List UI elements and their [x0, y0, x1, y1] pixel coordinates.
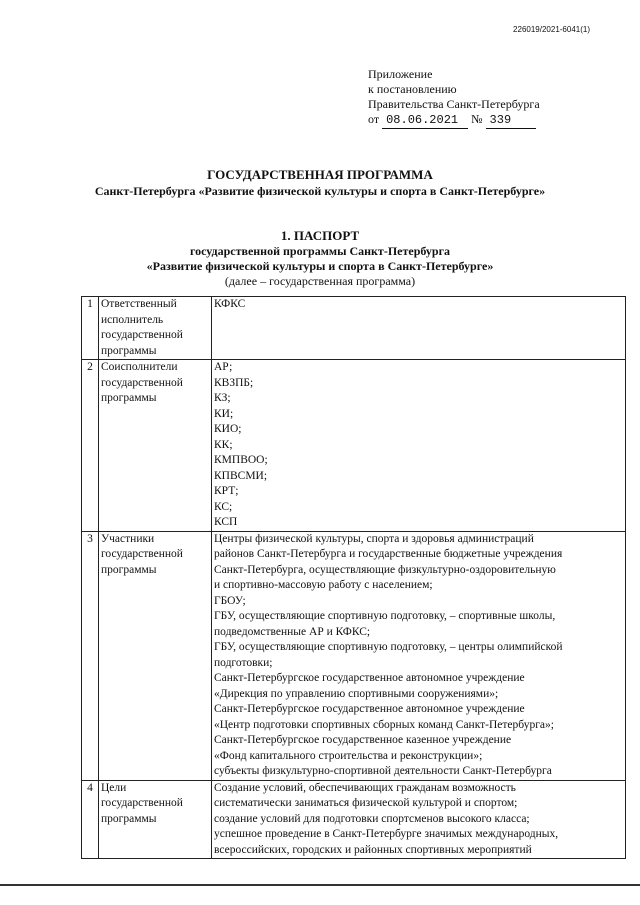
table-row [82, 780, 626, 859]
appendix-line-3: Правительства Санкт-Петербурга [368, 97, 540, 111]
passport-subheading-2: «Развитие физической культуры и спорта в Санкт-Петербурге» [146, 259, 494, 273]
row-item: всероссийских, городских и районных спортивных мероприятий [214, 843, 532, 856]
row-item: КСП [214, 516, 238, 528]
row-number: 1 [82, 297, 99, 360]
row-item: районов Санкт-Петербурга и государственные бюджетные учреждения [214, 548, 563, 560]
number-label: № [471, 112, 483, 126]
row-content [212, 360, 626, 532]
row-content [212, 531, 626, 780]
row-number: 2 [82, 360, 99, 532]
row-item: подготовки; [214, 656, 273, 669]
row-item: КПВСМИ; [214, 469, 268, 482]
row-item: Санкт-Петербургское государственное автономное учреждение [214, 703, 525, 715]
row-item: КС; [214, 500, 233, 513]
row-content [212, 297, 626, 360]
row-item: КВЗПБ; [214, 376, 254, 389]
row-item: ГБОУ; [214, 594, 246, 607]
row-item: успешное проведение в Санкт-Петербурге значимых международных, [214, 828, 559, 840]
row-item: субъекты физкультурно-спортивной деятельности Санкт-Петербурга [214, 765, 552, 777]
row-item: Санкт-Петербурга, осуществляющие физкультурно-оздоровительную [214, 563, 556, 576]
row-item: Санкт-Петербургское государственное казенное учреждение [214, 734, 512, 746]
row-item: Центры физической культуры, спорта и здоровья администраций [214, 532, 534, 545]
row-item: КМПВОО; [214, 454, 268, 466]
resolution-number: 339 [486, 113, 536, 129]
from-label: от [368, 112, 380, 126]
row-item: Создание условий, обеспечивающих гражданам возможность [214, 781, 516, 794]
row-item: систематически заниматься физической культурой и спортом; [214, 797, 518, 809]
row-number: 3 [82, 531, 99, 780]
row-item: «Дирекция по управлению спортивными сооружениями»; [214, 687, 499, 700]
appendix-line-2: к постановлению [368, 82, 457, 96]
row-item: Санкт-Петербургское государственное автономное учреждение [214, 672, 525, 684]
program-title: ГОСУДАРСТВЕННАЯ ПРОГРАММА [207, 167, 433, 182]
row-label: Цели государственной программы [99, 780, 212, 859]
row-item: КИ; [214, 407, 234, 420]
program-subtitle: Санкт-Петербурга «Развитие физической культуры и спорта в Санкт-Петербурге» [94, 184, 546, 198]
table-row [82, 297, 626, 360]
row-item: и спортивно-массовую работу с населением; [214, 579, 433, 591]
row-item: КФКС [214, 298, 246, 310]
scan-edge-line [0, 884, 640, 886]
row-content [212, 780, 626, 859]
row-item: ГБУ, осуществляющие спортивную подготовку, – спортивные школы, [214, 610, 556, 622]
table-row [82, 360, 626, 532]
resolution-date: 08.06.2021 [382, 113, 468, 129]
row-item: КИО; [214, 423, 242, 435]
document-stamp: 226019/2021-6041(1) [513, 25, 590, 34]
row-item: «Фонд капитального строительства и реконструкции»; [214, 749, 483, 762]
row-label: Участники государственной программы [99, 531, 212, 780]
passport-subheading-1: государственной программы Санкт-Петербурга [189, 244, 451, 258]
passport-table [81, 296, 626, 859]
row-number: 4 [82, 780, 99, 859]
row-item: АР; [214, 361, 233, 373]
table-row [82, 531, 626, 780]
passport-subheading-3: (далее – государственная программа) [224, 274, 416, 288]
row-item: КРТ; [214, 485, 239, 497]
row-label: Соисполнители государственной программы [99, 360, 212, 532]
passport-heading: 1. ПАСПОРТ [280, 228, 360, 243]
appendix-line-1: Приложение [368, 67, 433, 81]
row-item: КК; [214, 438, 233, 451]
appendix-block [368, 67, 540, 129]
row-item: КЗ; [214, 392, 231, 404]
row-item: ГБУ, осуществляющие спортивную подготовку, – центры олимпийской [214, 641, 563, 653]
row-item: «Центр подготовки спортивных сборных команд Санкт-Петербурга»; [214, 718, 554, 731]
appendix-date-line [368, 112, 540, 129]
row-item: создание условий для подготовки спортсменов высокого класса; [214, 812, 530, 825]
row-item: подведомственные АР и КФКС; [214, 625, 371, 638]
row-label: Ответственный исполнитель государственной программы [99, 297, 212, 360]
